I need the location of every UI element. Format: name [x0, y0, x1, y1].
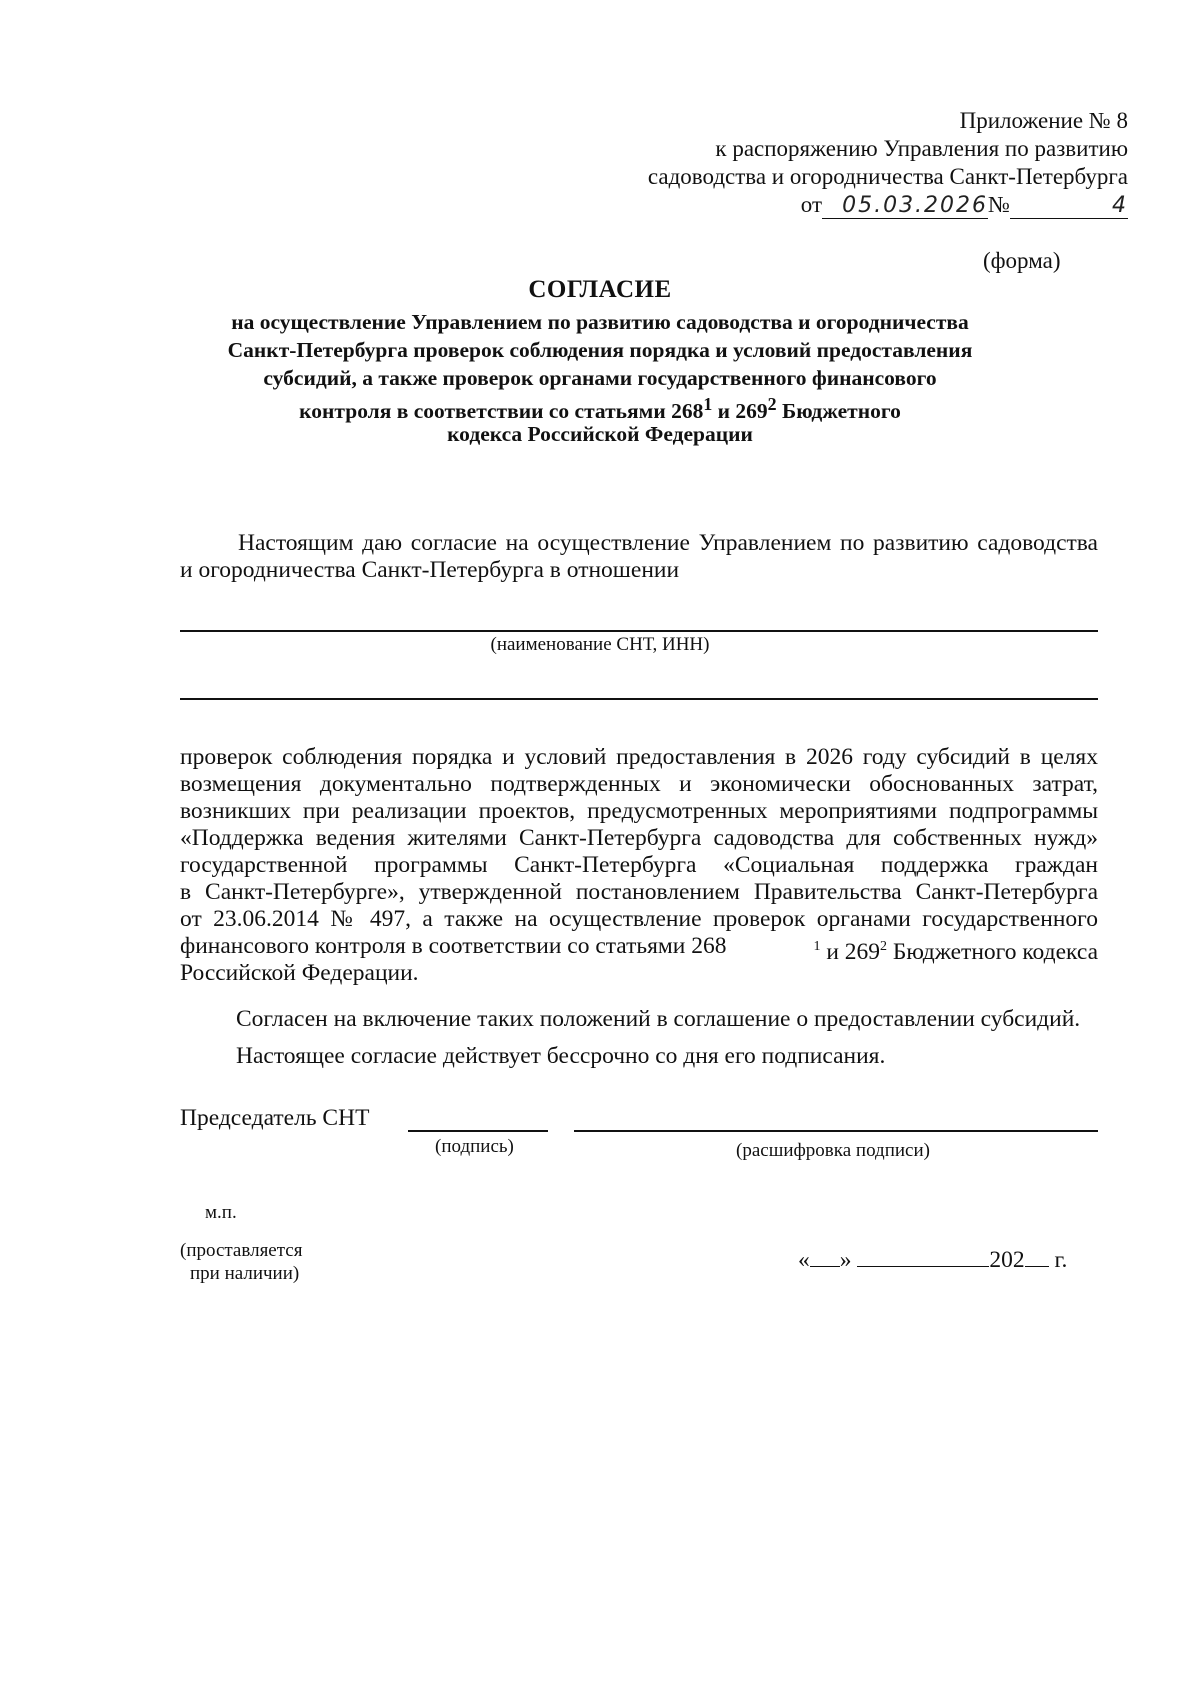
stamp-note-line-1: (проставляется — [180, 1240, 303, 1261]
sign-date-line — [798, 1247, 1067, 1274]
appendix-reference-line2: садоводства и огородничества Санкт-Петербурга — [647, 164, 1128, 189]
signatory-role: Председатель СНТ — [180, 1105, 370, 1131]
number-prefix: № — [988, 192, 1010, 217]
signature-decode-caption: (расшифровка подписи) — [736, 1140, 930, 1161]
intro-line-2: и огородничества Санкт-Петербурга в отношении — [180, 557, 680, 583]
paragraph-line-9: Российской Федерации. — [180, 960, 419, 986]
document-title: СОГЛАСИЕ — [528, 276, 672, 303]
year-field — [1025, 1266, 1049, 1267]
title-line-5: кодекса Российской Федерации — [447, 422, 753, 446]
paragraph-line-8-part-b: и 269 — [820, 938, 881, 965]
stamp-note-line-2: при наличии) — [190, 1263, 300, 1284]
order-date-number — [801, 192, 1128, 219]
intro-line-1: Настоящим даю согласие на осуществление Управлением по развитию садоводства — [238, 530, 1098, 556]
title-line-4-part-b: и 269 — [712, 399, 768, 424]
appendix-reference-line1: к распоряжению Управления по развитию — [715, 136, 1128, 161]
year-suffix: г. — [1054, 1247, 1068, 1273]
paragraph-line-6: в Санкт-Петербурге», утвержденной постановлением Правительства Санкт-Петербурга — [180, 879, 1098, 905]
signature-line — [408, 1130, 548, 1132]
validity-statement: Настоящее согласие действует бессрочно со дня его подписания. — [236, 1043, 886, 1069]
organization-name-line-2 — [180, 698, 1098, 700]
title-line-3: субсидий, а также проверок органами государственного финансового — [263, 366, 937, 390]
title-line-1: на осуществление Управлением по развитию садоводства и огородничества — [231, 310, 969, 334]
form-label: (форма) — [983, 248, 1061, 273]
order-date-field — [822, 192, 988, 219]
paragraph-line-1: проверок соблюдения порядка и условий предоставления в 2026 году субсидий в целях — [180, 744, 1098, 770]
title-line-4-part-c: Бюджетного — [776, 399, 901, 424]
paragraph-sup-1: 1 — [813, 939, 821, 954]
organization-field-caption: (наименование СНТ, ИНН) — [490, 634, 710, 655]
organization-name-line — [180, 630, 1098, 632]
signature-caption: (подпись) — [435, 1136, 514, 1157]
paragraph-line-8-part-c: Бюджетного кодекса — [887, 938, 1098, 965]
paragraph-line-5: государственной программы Санкт-Петербурга «Социальная поддержка граждан — [180, 852, 1098, 878]
order-number-value: 4 — [1112, 193, 1128, 218]
title-line-4 — [0, 394, 1200, 424]
date-open-quote: « — [798, 1247, 810, 1273]
title-sup-2: 2 — [767, 394, 777, 414]
paragraph-sup-2: 2 — [880, 939, 888, 954]
title-sup-1: 1 — [703, 394, 713, 414]
month-field — [857, 1266, 989, 1267]
paragraph-line-4: «Поддержка ведения жителями Санкт-Петербурга садоводства для собственных нужд» — [180, 825, 1098, 851]
paragraph-line-3: возникших при реализации проектов, предусмотренных мероприятиями подпрограммы — [180, 798, 1098, 824]
signature-decode-line — [574, 1130, 1098, 1132]
paragraph-line-7: от 23.06.2014 № 497, а также на осуществление проверок органами государственного — [180, 906, 1098, 932]
title-line-4-part-a: контроля в соответствии со статьями 268 — [299, 399, 704, 424]
title-line-2: Санкт-Петербурга проверок соблюдения порядка и условий предоставления — [227, 338, 973, 362]
paragraph-line-8-part-a: финансового контроля в соответствии со статьями 268 — [180, 933, 727, 959]
order-date-value: 05.03.2026 — [842, 193, 989, 218]
day-field — [810, 1266, 840, 1267]
paragraph-line-2: возмещения документально подтвержденных и экономически обоснованных затрат, — [180, 771, 1098, 797]
date-close-quote: » — [839, 1247, 852, 1273]
year-prefix: 202 — [989, 1247, 1025, 1273]
agreement-statement: Согласен на включение таких положений в соглашение о предоставлении субсидий. — [236, 1006, 1081, 1032]
appendix-number: Приложение № 8 — [959, 108, 1128, 133]
stamp-place-label: м.п. — [205, 1202, 237, 1223]
date-prefix: от — [800, 192, 823, 217]
order-number-field — [1010, 192, 1128, 219]
